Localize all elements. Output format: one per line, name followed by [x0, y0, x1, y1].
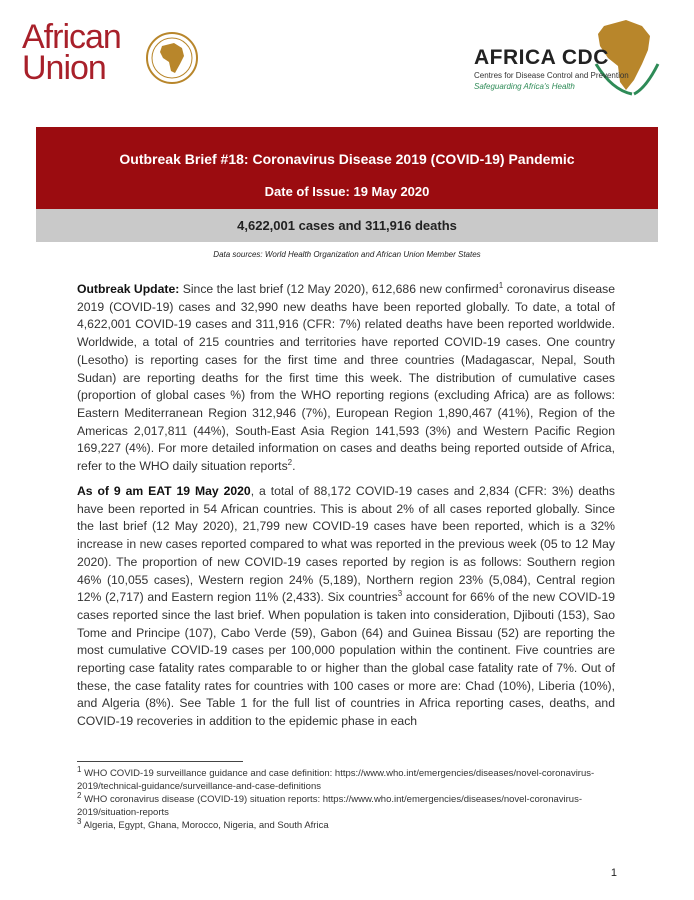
footnote-ref: 1 [498, 280, 504, 290]
cdc-logo-tagline: Safeguarding Africa's Health [474, 82, 575, 91]
footnote [77, 764, 615, 793]
au-logo-text [22, 18, 121, 87]
footnote-number: 1 [77, 764, 82, 774]
paragraph-lead: Outbreak Update: [77, 282, 180, 296]
footnote [77, 816, 615, 832]
footnote-text: Algeria, Egypt, Ghana, Morocco, Nigeria, and South Africa [83, 820, 329, 831]
outbreak-update-paragraph [77, 281, 615, 476]
au-logo-line1: African [22, 18, 121, 56]
footnote-ref: 2 [287, 457, 293, 467]
footnote-divider [77, 761, 243, 762]
paragraph-lead: As of 9 am EAT 19 May 2020 [77, 484, 251, 498]
african-union-logo [22, 18, 192, 92]
paragraph-text: Since the last brief (12 May 2020), 612,686 new confirmed [179, 282, 499, 296]
africa-update-paragraph [77, 483, 615, 731]
cdc-logo-subtitle: Centres for Disease Control and Prevention [474, 71, 629, 80]
footnote-number: 2 [77, 790, 82, 800]
au-emblem-icon [144, 30, 200, 86]
footnote-text: WHO coronavirus disease (COVID-19) situation reports: https://www.who.int/emergencies/diseases/novel-coronavirus-2019/situation-reports [77, 794, 582, 818]
paragraph-text: , a total of 88,172 COVID-19 cases and 2,834 (CFR: 3%) deaths have been reported in 54 African countries. This is about 2% of all cases reported globally. Since the last brief (12 May 2020), 21,799 new COVID-19 cases have been reported, which is a 32% increase in new cases reported compared to what was reported in the previous week (05 to 12 May 2020). The proportion of new COVID-19 cases reported by region is as follows: Southern region 46% (10,055 cases), Western region 24% (5,189), Northern region 23% (5,084), Central region 12% (2,717) and Eastern region 11% (2,433). Six countries [77, 484, 615, 605]
au-logo-line2: Union [22, 49, 106, 87]
paragraph-text: . [292, 459, 296, 474]
issue-date: Date of Issue: 19 May 2020 [264, 184, 430, 199]
footnote [77, 790, 615, 819]
africa-cdc-logo [474, 16, 674, 106]
data-sources: Data sources: World Health Organization and African Union Member States [213, 250, 481, 259]
page-number: 1 [610, 867, 617, 879]
cdc-logo-title: AFRICA CDC [474, 46, 609, 69]
paragraph-text: account for 66% of the new COVID-19 cases reported since the last brief. When population is taken into consideration, Djibouti (153), Sao Tome and Principe (107), Cabo Verde (59), Gabon (64) and Guinea Bissau (52) are reporting the most cumulative COVID-19 cases per 100,000 population within the continent. Five countries are reporting case fatality rates comparable to or higher than the global case fatality rate of 7%. Out of these, the case fatality rates for countries with 100 cases or more are: Chad (10%), Liberia (10%), and Algeria (8%). See Table 1 for the full list of countries in Africa reporting cases, deaths, and COVID-19 recoveries in addition to the epidemic phase in each [77, 590, 616, 729]
paragraph-text: coronavirus disease 2019 (COVID-19) cases and 32,990 new deaths have been reported globally. To date, a total of 4,622,001 COVID-19 cases and 311,916 (CFR: 7%) related deaths have been reported worldwide. Worldwide, a total of 215 countries and territories have reported COVID-19 cases. One country (Lesotho) is reporting cases for the first time and three countries (Madagascar, Nepal, South Sudan) are reporting deaths for the first time this week. The distribution of cumulative cases (proportion of global cases %) from the WHO reporting regions (excluding Africa) are as follows: Eastern Mediterranean Region 312,946 (7%), European Region 1,890,467 (41%), Region of the Americas 2,017,811 (44%), South-East Asia Region 141,593 (3%) and Western Pacific Region 169,227 (4%). For more detailed information on cases and deaths being reported outside of Africa, refer to the WHO daily situation reports [77, 282, 615, 474]
brief-title: Outbreak Brief #18: Coronavirus Disease 2019 (COVID-19) Pandemic [119, 151, 575, 167]
totals-banner: 4,622,001 cases and 311,916 deaths [36, 209, 658, 242]
footnote-number: 3 [77, 816, 82, 826]
footnote-ref: 3 [397, 589, 403, 599]
title-banner [36, 127, 658, 209]
footnote-text: WHO COVID-19 surveillance guidance and case definition: https://www.who.int/emergencies/diseases/novel-coronavirus-2019/technical-guidance/surveillance-and-case-definitions [77, 768, 595, 792]
footnotes [77, 764, 615, 832]
